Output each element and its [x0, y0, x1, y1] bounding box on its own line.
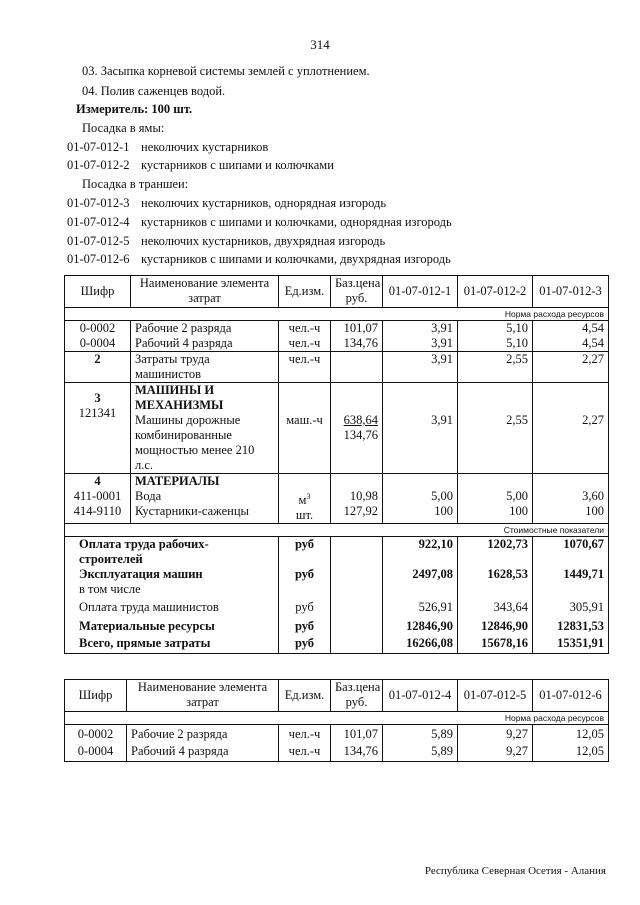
- value-cell: 1628,53: [458, 567, 533, 597]
- value-cell: 5,00 100: [458, 474, 533, 524]
- unit-cell: руб: [279, 635, 331, 653]
- cipher-cell: 4 411-0001 414-9110: [65, 474, 131, 524]
- value-cell: 9,27: [458, 742, 533, 762]
- item-code: 01-07-012-5: [67, 234, 130, 248]
- table-row: [65, 567, 609, 597]
- cipher-cell: 0-0002: [65, 725, 127, 743]
- price-cell: [331, 597, 383, 616]
- price-cell: [331, 616, 383, 635]
- cost-name-cell: Всего, прямые затраты: [65, 635, 279, 653]
- value-cell: 12846,90: [458, 616, 533, 635]
- trenches-heading: Посадка в траншеи:: [82, 177, 189, 191]
- value-cell: 922,10: [383, 537, 458, 568]
- name-cell: Рабочие 2 разряда: [131, 321, 279, 337]
- price-cell: [331, 537, 383, 568]
- price-cell: 101,07: [331, 321, 383, 337]
- item-text: неколючих кустарников, двухрядная изгородь: [141, 234, 386, 248]
- value-cell: 1070,67: [533, 537, 609, 568]
- cipher-cell: 2: [65, 352, 131, 383]
- name-cell: МАШИНЫ И МЕХАНИЗМЫ Машины дорожные комбинированные мощностью менее 210 л.с.: [131, 383, 279, 474]
- value-cell: 15678,16: [458, 635, 533, 653]
- value-cell: 12846,90: [383, 616, 458, 635]
- page-number: 314: [310, 37, 330, 52]
- unit-cell: руб: [279, 616, 331, 635]
- value-cell: 3,60 100: [533, 474, 609, 524]
- col-header-code: 01-07-012-1: [383, 276, 458, 308]
- price-cell: 101,07: [331, 725, 383, 743]
- value-cell: 2,27: [533, 383, 609, 474]
- item-text: кустарников с шипами и колючками, двухрядная изгородь: [141, 252, 451, 266]
- value-cell: 1449,71: [533, 567, 609, 597]
- value-cell: 12831,53: [533, 616, 609, 635]
- price-cell: 134,76: [331, 742, 383, 762]
- col-header-name: Наименование элемента затрат: [131, 276, 279, 308]
- cost-name-cell: Материальные ресурсы: [65, 616, 279, 635]
- section-label-row: [65, 712, 609, 725]
- value-cell: 305,91: [533, 597, 609, 616]
- table-row: [65, 321, 609, 337]
- value-cell: 3,91: [383, 336, 458, 352]
- section-label-row: [65, 524, 609, 537]
- pits-heading: Посадка в ямы:: [82, 121, 165, 135]
- value-cell: 5,89: [383, 742, 458, 762]
- item-code: 01-07-012-2: [67, 158, 130, 172]
- unit-cell: руб: [279, 597, 331, 616]
- unit-cell: чел.-ч: [279, 336, 331, 352]
- col-header-code: 01-07-012-3: [533, 276, 609, 308]
- value-cell: 5,10: [458, 336, 533, 352]
- value-cell: 15351,91: [533, 635, 609, 653]
- cipher-cell: 3 121341: [65, 383, 131, 474]
- footer-region: Республика Северная Осетия - Алания: [424, 865, 606, 877]
- table-row: [65, 597, 609, 616]
- item-text: кустарников с шипами и колючками, однорядная изгородь: [141, 215, 452, 229]
- unit-cell: чел.-ч: [279, 725, 331, 743]
- col-header-price: Баз.цена руб.: [331, 680, 383, 712]
- cost-name-cell: Оплата труда машинистов: [65, 597, 279, 616]
- col-header-cipher: Шифр: [65, 276, 131, 308]
- value-cell: 2,55: [458, 352, 533, 383]
- table-header-row: [65, 276, 609, 308]
- value-cell: 343,64: [458, 597, 533, 616]
- table-header-row: [65, 680, 609, 712]
- unit-cell: маш.-ч: [279, 383, 331, 474]
- table-row: [65, 635, 609, 653]
- measure-unit: Измеритель: 100 шт.: [76, 102, 193, 116]
- table-row: [65, 616, 609, 635]
- col-header-unit: Ед.изм.: [279, 680, 331, 712]
- value-cell: 4,54: [533, 336, 609, 352]
- table-row: [65, 383, 609, 474]
- section-label-row: [65, 308, 609, 321]
- value-cell: 2,55: [458, 383, 533, 474]
- table-row: [65, 336, 609, 352]
- resource-table-1: [64, 275, 609, 654]
- value-cell: 1202,73: [458, 537, 533, 568]
- item-text: кустарников с шипами и колючками: [141, 158, 334, 172]
- col-header-code: 01-07-012-4: [383, 680, 458, 712]
- value-cell: 12,05: [533, 725, 609, 743]
- name-cell: Рабочие 2 разряда: [127, 725, 279, 743]
- cipher-cell: 0-0002: [65, 321, 131, 337]
- unit-cell: руб: [279, 567, 331, 597]
- table-row: [65, 742, 609, 762]
- value-cell: 526,91: [383, 597, 458, 616]
- price-cell: [331, 567, 383, 597]
- unit-cell: $м^3$ шт.: [279, 474, 331, 524]
- price-cell: [331, 352, 383, 383]
- col-header-price: Баз.цена руб.: [331, 276, 383, 308]
- col-header-cipher: Шифр: [65, 680, 127, 712]
- price-cell: 10,98 127,92: [331, 474, 383, 524]
- value-cell: 2,27: [533, 352, 609, 383]
- table-row: [65, 352, 609, 383]
- name-cell: МАТЕРИАЛЫ Вода Кустарники-саженцы: [131, 474, 279, 524]
- value-cell: 9,27: [458, 725, 533, 743]
- value-cell: 12,05: [533, 742, 609, 762]
- price-cell: 134,76: [331, 336, 383, 352]
- item-code: 01-07-012-6: [67, 252, 130, 266]
- value-cell: 2497,08: [383, 567, 458, 597]
- item-text: неколючих кустарников, однорядная изгородь: [141, 196, 387, 210]
- value-cell: 4,54: [533, 321, 609, 337]
- value-cell: 3,91: [383, 383, 458, 474]
- value-cell: 5,00 100: [383, 474, 458, 524]
- cost-name-cell: Оплата труда рабочих- строителей: [65, 537, 279, 568]
- value-cell: 5,89: [383, 725, 458, 743]
- value-cell: 3,91: [383, 321, 458, 337]
- item-code: 01-07-012-1: [67, 140, 130, 154]
- norm-label: Норма расхода ресурсов: [65, 712, 609, 725]
- value-cell: 3,91: [383, 352, 458, 383]
- cipher-cell: 0-0004: [65, 336, 131, 352]
- table-row: [65, 474, 609, 524]
- step-4: 04. Полив саженцев водой.: [82, 84, 226, 98]
- unit-cell: чел.-ч: [279, 352, 331, 383]
- resource-table-2: [64, 679, 609, 762]
- col-header-unit: Ед.изм.: [279, 276, 331, 308]
- price-cell: 638,64 134,76: [331, 383, 383, 474]
- item-code: 01-07-012-3: [67, 196, 130, 210]
- unit-cell: чел.-ч: [279, 742, 331, 762]
- item-code: 01-07-012-4: [67, 215, 130, 229]
- name-cell: Рабочий 4 разряда: [131, 336, 279, 352]
- col-header-name: Наименование элемента затрат: [127, 680, 279, 712]
- price-cell: [331, 635, 383, 653]
- cost-name-cell: Эксплуатация машин в том числе: [65, 567, 279, 597]
- name-cell: Рабочий 4 разряда: [127, 742, 279, 762]
- table-row: [65, 537, 609, 568]
- table-row: [65, 725, 609, 743]
- item-text: неколючих кустарников: [141, 140, 269, 154]
- unit-cell: руб: [279, 537, 331, 568]
- unit-cell: чел.-ч: [279, 321, 331, 337]
- value-cell: 5,10: [458, 321, 533, 337]
- col-header-code: 01-07-012-5: [458, 680, 533, 712]
- step-3: 03. Засыпка корневой системы землей с уплотнением.: [82, 64, 370, 78]
- name-cell: Затраты труда машинистов: [131, 352, 279, 383]
- norm-label: Норма расхода ресурсов: [65, 308, 609, 321]
- col-header-code: 01-07-012-2: [458, 276, 533, 308]
- col-header-code: 01-07-012-6: [533, 680, 609, 712]
- cost-label: Стоимостные показатели: [65, 524, 609, 537]
- value-cell: 16266,08: [383, 635, 458, 653]
- cipher-cell: 0-0004: [65, 742, 127, 762]
